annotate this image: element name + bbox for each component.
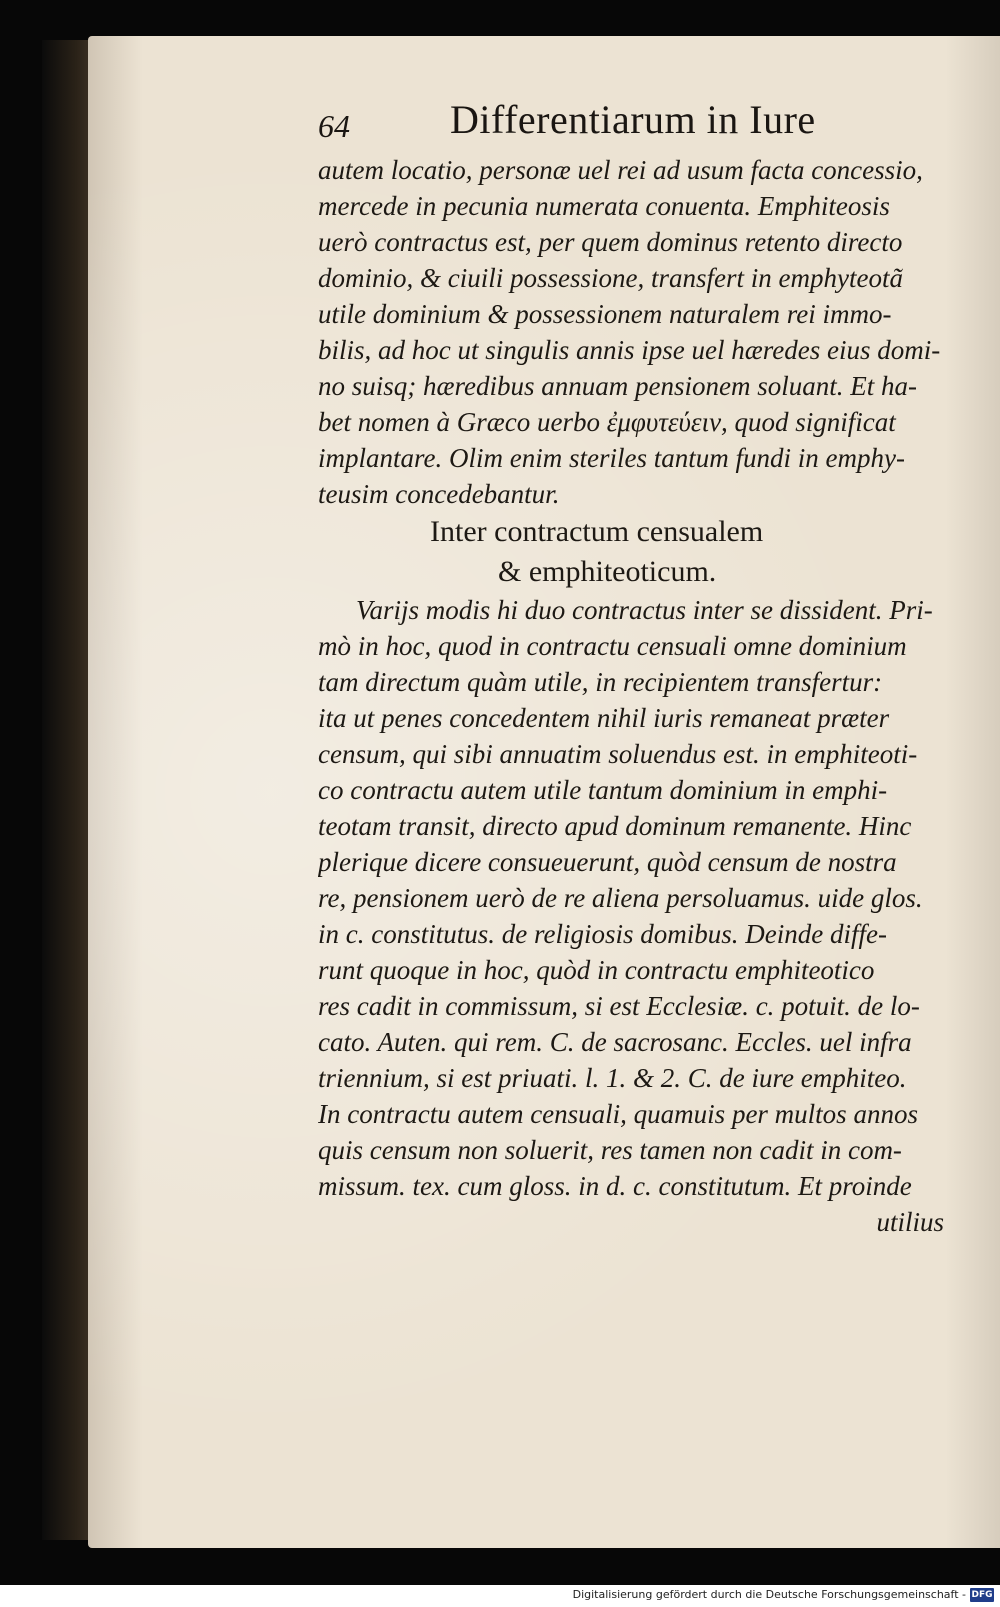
text-line: co contractu autem utile tantum dominium in emphi- <box>318 775 888 805</box>
text-line: runt quoque in hoc, quòd in contractu emphiteotico <box>318 955 875 985</box>
text-line: censum, qui sibi annuatim soluendus est. in emphiteoti- <box>318 739 918 769</box>
text-line: uerò contractus est, per quem dominus retento directo <box>318 227 903 257</box>
text-line: no suisq; hæredibus annuam pensionem soluant. Et ha- <box>318 371 917 401</box>
text-line: autem locatio, personæ uel rei ad usum facta concessio, <box>318 155 923 185</box>
text-line: bilis, ad hoc ut singulis annis ipse uel hæredes eius domi- <box>318 335 941 365</box>
text-line: cato. Auten. qui rem. C. de sacrosanc. Eccles. uel infra <box>318 1027 912 1057</box>
text-line: In contractu autem censuali, quamuis per multos annos <box>318 1099 918 1129</box>
catchword: utilius <box>876 1207 944 1237</box>
text-line: re, pensionem uerò de re aliena persoluamus. uide glos. <box>318 883 923 913</box>
text-line: quis censum non soluerit, res tamen non cadit in com- <box>318 1135 902 1165</box>
text-line: teusim concedebantur. <box>318 479 560 509</box>
page-number: 64 <box>318 108 350 144</box>
section-heading: Inter contractum censualem <box>430 515 764 548</box>
text-line: res cadit in commissum, si est Ecclesiæ. c. potuit. de lo- <box>318 991 920 1021</box>
text-line: mercede in pecunia numerata conuenta. Emphiteosis <box>318 191 890 221</box>
text-line: mò in hoc, quod in contractu censuali omne dominium <box>318 631 907 661</box>
text-line: in c. constitutus. de religiosis domibus. Deinde diffe- <box>318 919 887 949</box>
funding-credit: Digitalisierung gefördert durch die Deutsche Forschungsgemeinschaft - <box>572 1588 966 1601</box>
text-line: implantare. Olim enim steriles tantum fundi in emphy- <box>318 443 905 473</box>
text-line: bet nomen à Græco uerbo ἐμφυτεύειν, quod significat <box>318 407 896 437</box>
page-header <box>318 96 878 152</box>
footer-bar <box>0 1585 1000 1607</box>
text-line: utile dominium & possessionem naturalem rei immo- <box>318 299 892 329</box>
text-line: triennium, si est priuati. l. 1. & 2. C. de iure emphiteo. <box>318 1063 907 1093</box>
text-line: Varijs modis hi duo contractus inter se dissident. Pri- <box>356 595 933 625</box>
dfg-logo: DFG <box>971 1590 993 1600</box>
text-line: ita ut penes concedentem nihil iuris remaneat præter <box>318 703 890 733</box>
text-line: dominio, & ciuili possessione, transfert in emphyteotã <box>318 263 903 293</box>
text-line: tam directum quàm utile, in recipientem transfertur: <box>318 667 883 697</box>
body-text <box>318 152 958 1240</box>
running-head: Differentiarum in Iure <box>450 97 816 142</box>
section-heading-continued: & emphiteoticum. <box>498 555 717 588</box>
text-line: teotam transit, directo apud dominum remanente. Hinc <box>318 811 912 841</box>
text-line: missum. tex. cum gloss. in d. c. constitutum. Et proinde <box>318 1171 912 1201</box>
text-line: plerique dicere consueuerunt, quòd censum de nostra <box>318 847 897 877</box>
